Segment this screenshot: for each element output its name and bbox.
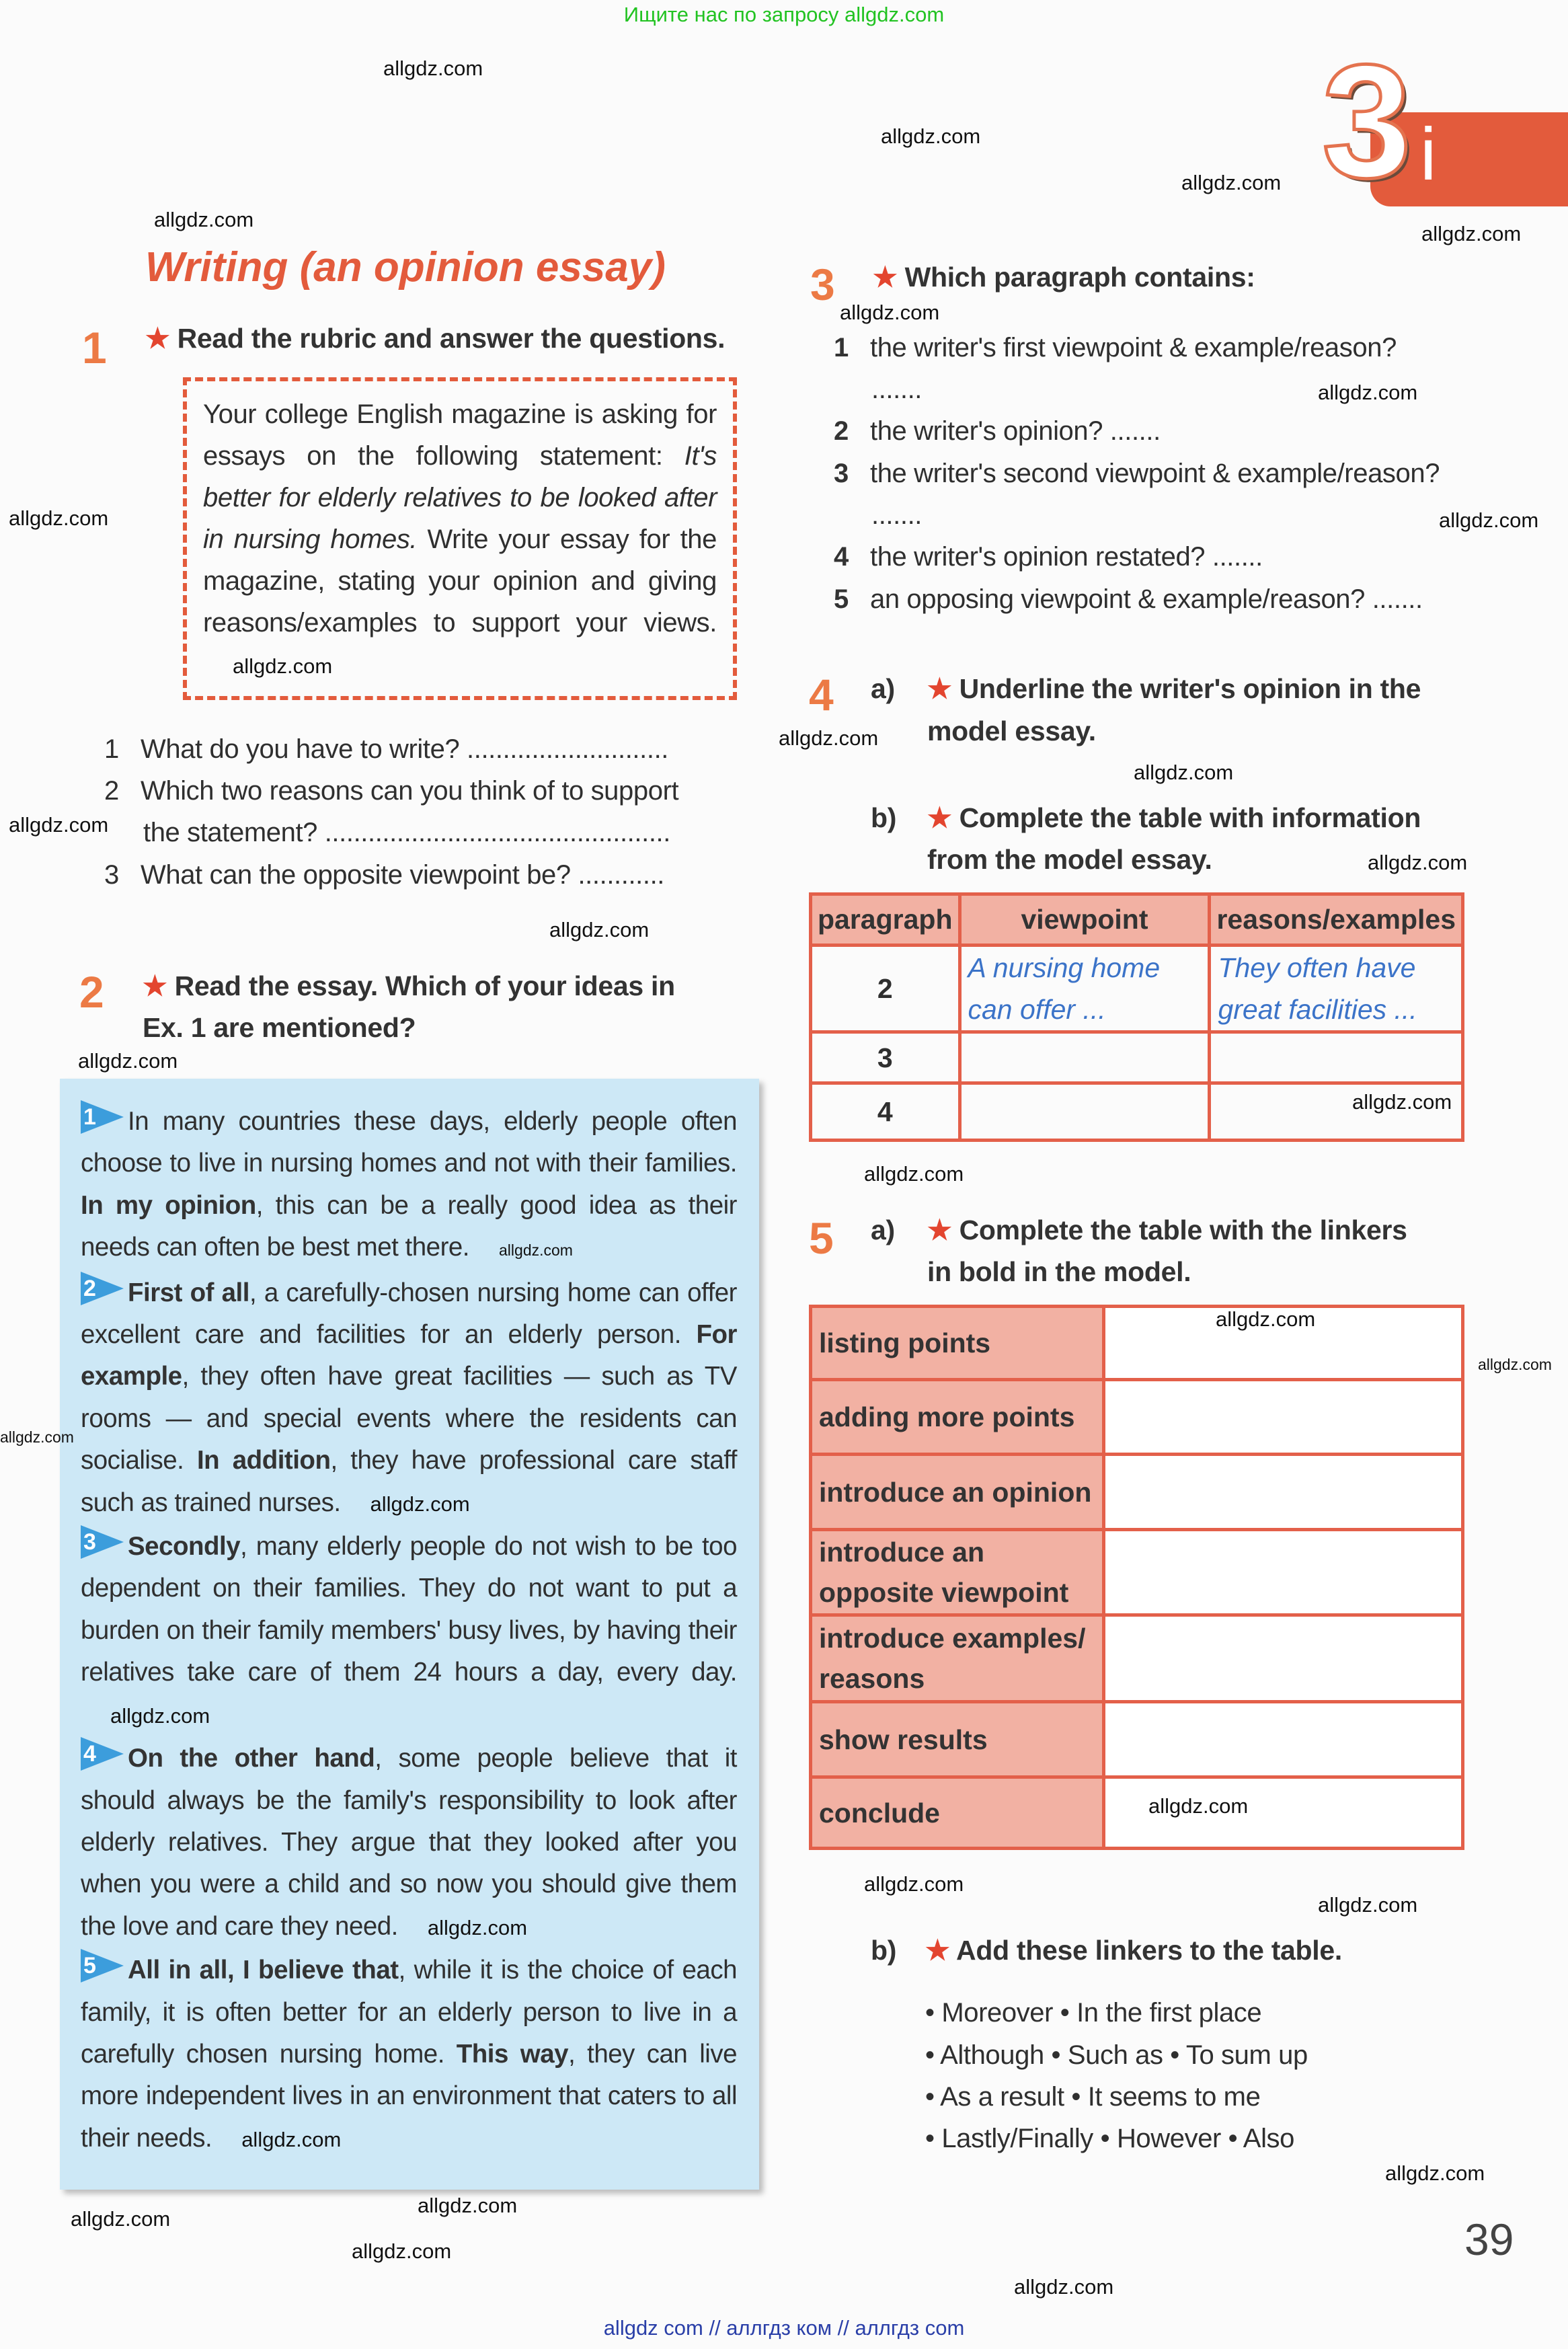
table-row: show results	[811, 1702, 1463, 1777]
essay-paragraph-2: 2 First of all, a carefully-chosen nursing home can offer excellent care and facilities for an elderly person. For example, they often have great facilities — such as TV rooms — and special events where the residents can socialise. In addition, they have professional care staff such as trained nurses. allgdz.com	[81, 1272, 737, 1525]
watermark: allgdz.com	[352, 2239, 452, 2263]
ex4a-instruction-cont: model essay.	[927, 716, 1096, 746]
star-icon: ★	[145, 323, 170, 354]
essay-paragraph-3: 3 Secondly, many elderly people do not wish to be too dependent on their families. They do not want to put a burden on their family members' busy lives, by having their relatives take care of them 24 hours a day, every day.allgdz.com	[81, 1525, 737, 1737]
paragraph-marker-icon: 4	[81, 1737, 124, 1771]
answer-cell[interactable]	[1104, 1380, 1463, 1455]
watermark: allgdz.com	[1134, 761, 1234, 784]
watermark: allgdz.com	[1421, 222, 1522, 245]
essay-paragraph-4: 4 On the other hand, some people believe that it should always be the family's responsibility to look after elderly relatives. They argue that they looked after you when you were a child and so now you should give them the love and care they need. allgdz.com	[81, 1737, 737, 1949]
answer-cell[interactable]	[1104, 1530, 1463, 1615]
table-header: reasons/examples	[1210, 894, 1463, 946]
watermark: allgdz.com	[233, 654, 333, 678]
star-icon: ★	[925, 1935, 950, 1966]
table-row: introduce examples/ reasons	[811, 1615, 1463, 1702]
exercise-5-number: 5	[809, 1213, 834, 1263]
exercise-3-number: 3	[810, 260, 835, 309]
watermark: allgdz.com	[1368, 851, 1468, 874]
watermark: allgdz.com	[383, 56, 483, 80]
rubric-text-end: Write your essay for the magazine, stating your opinion and giving reasons/examples to support your views.	[203, 525, 717, 638]
watermark: allgdz.com	[1014, 2275, 1114, 2299]
answer-cell[interactable]	[1104, 1455, 1463, 1530]
watermark: allgdz.com	[9, 813, 109, 837]
page-number: 39	[1464, 2215, 1514, 2264]
watermark: allgdz.com	[0, 1428, 74, 1446]
watermark: allgdz.com	[418, 2194, 518, 2217]
table-header: paragraph	[811, 894, 960, 946]
watermark: allgdz.com	[241, 2127, 342, 2151]
watermark: allgdz.com	[840, 301, 940, 324]
page-title: Writing (an opinion essay)	[145, 244, 666, 291]
answer-cell[interactable]	[1104, 1702, 1463, 1777]
rubric-box	[183, 377, 737, 700]
watermark: allgdz.com	[499, 1241, 573, 1260]
linkers-line: • Lastly/Finally • However • Also	[925, 2124, 1295, 2153]
table-row: introduce an opinion	[811, 1455, 1463, 1530]
paragraph-marker-icon: 5	[81, 1949, 124, 1982]
watermark: allgdz.com	[864, 1162, 964, 1186]
table-row: adding more points	[811, 1380, 1463, 1455]
watermark: allgdz.com	[71, 2207, 171, 2231]
star-icon: ★	[927, 1215, 952, 1245]
paragraph-marker-icon: 1	[81, 1100, 124, 1134]
ex5b-label: b)	[871, 1935, 897, 1966]
exercise-2-instruction: Read the essay. Which of your ideas in	[174, 970, 675, 1001]
model-essay	[60, 1079, 759, 2190]
ex3-item-3: 3 the writer's second viewpoint & example/reason?	[834, 459, 1440, 488]
unit-letter: i	[1420, 113, 1437, 196]
ex5a-instruction: Complete the table with the linkers	[959, 1215, 1407, 1245]
ex5a-instruction-cont: in bold in the model.	[927, 1256, 1191, 1287]
paragraph-marker-icon: 2	[81, 1272, 124, 1305]
watermark: allgdz.com	[1439, 508, 1539, 532]
answer-cell[interactable]	[959, 1083, 1210, 1141]
table-row: introduce an opposite viewpoint	[811, 1530, 1463, 1615]
watermark: allgdz.com	[1181, 171, 1282, 194]
ex3-item-4: 4 the writer's opinion restated? .......	[834, 542, 1263, 572]
watermark: allgdz.com	[78, 1049, 178, 1073]
ex3-item-1-blank[interactable]: .......	[871, 375, 922, 404]
watermark: allgdz.com	[154, 208, 254, 231]
ex5a-label: a)	[871, 1215, 895, 1245]
exercise-2-instruction-cont: Ex. 1 are mentioned?	[143, 1012, 416, 1043]
ex4a-label: a)	[871, 673, 895, 704]
watermark: allgdz.com	[427, 1915, 528, 1939]
top-banner[interactable]: Ищите нас по запросу allgdz.com	[623, 3, 945, 26]
star-icon: ★	[927, 673, 952, 704]
answer-cell[interactable]	[959, 1032, 1210, 1083]
essay-paragraph-1: 1 In many countries these days, elderly people often choose to live in nursing homes and not with their families. In my opinion, this can be a really good idea as their needs can often be best met there. allgdz.com	[81, 1100, 737, 1272]
ex5b-instruction: Add these linkers to the table.	[956, 1935, 1342, 1966]
answer-cell[interactable]: They often have great facilities ...	[1210, 946, 1463, 1032]
question-2-cont: the statement? ................................................	[143, 818, 670, 847]
watermark: allgdz.com	[864, 1872, 964, 1896]
ex3-item-1: 1 the writer's first viewpoint & example/reason?	[834, 333, 1397, 362]
table-row: 4	[811, 1083, 1463, 1141]
watermark: allgdz.com	[110, 1703, 210, 1728]
exercise-3-instruction: Which paragraph contains:	[904, 262, 1255, 293]
watermark: allgdz.com	[1148, 1794, 1249, 1818]
watermark: allgdz.com	[1352, 1090, 1452, 1114]
exercise-4-number: 4	[809, 670, 834, 720]
ex4a-instruction: Underline the writer's opinion in the	[959, 673, 1421, 704]
watermark: allgdz.com	[549, 918, 650, 941]
star-icon: ★	[143, 970, 167, 1001]
table-row: conclude	[811, 1777, 1463, 1849]
essay-paragraph-5: 5 All in all, I believe that, while it is the choice of each family, it is often better for an elderly person to live in a carefully chosen nursing home. This way, they can live more independent lives in an environment that caters to all their needs. allgdz.com	[81, 1949, 737, 2161]
table-row: 2 A nursing home can offer ... They often have great facilities ...	[811, 946, 1463, 1032]
ex4b-label: b)	[871, 802, 897, 833]
watermark: allgdz.com	[1216, 1307, 1316, 1331]
linkers-line: • Although • Such as • To sum up	[925, 2040, 1308, 2070]
star-icon: ★	[873, 262, 898, 293]
watermark: allgdz.com	[9, 506, 109, 530]
rubric-text: Your college English magazine is asking for essays on the following statement:	[203, 399, 717, 471]
unit-number: 3	[1322, 31, 1412, 211]
watermark: allgdz.com	[1478, 1356, 1552, 1373]
question-3: 3 What can the opposite viewpoint be? ............	[104, 860, 665, 890]
star-icon: ★	[927, 802, 952, 833]
answer-cell[interactable]	[1210, 1032, 1463, 1083]
watermark: allgdz.com	[779, 726, 879, 750]
linkers-line: • As a result • It seems to me	[925, 2082, 1261, 2112]
exercise-2-number: 2	[79, 967, 104, 1017]
table-header: viewpoint	[959, 894, 1210, 946]
question-2: 2 Which two reasons can you think of to support	[104, 776, 679, 806]
watermark: allgdz.com	[881, 124, 981, 148]
paragraph-marker-icon: 3	[81, 1525, 124, 1559]
exercise-1-number: 1	[82, 323, 107, 373]
ex4b-instruction-cont: from the model essay.	[927, 844, 1212, 875]
table-row: listing points	[811, 1307, 1463, 1380]
ex3-item-3-blank[interactable]: .......	[871, 500, 922, 530]
footer-links[interactable]: allgdz com // аллгдз ком // аллгдз com	[603, 2316, 965, 2340]
answer-cell[interactable]: A nursing home can offer ...	[959, 946, 1210, 1032]
ex3-item-5: 5 an opposing viewpoint & example/reason? .......	[834, 584, 1423, 614]
linkers-line: • Moreover • In the first place	[925, 1998, 1262, 2028]
ex4b-instruction: Complete the table with information	[959, 802, 1421, 833]
question-1: 1 What do you have to write? ............................	[104, 734, 668, 764]
watermark: allgdz.com	[1318, 381, 1418, 404]
answer-cell[interactable]	[1104, 1615, 1463, 1702]
exercise-1-instruction: Read the rubric and answer the questions.	[177, 323, 726, 354]
watermark: allgdz.com	[1318, 1893, 1418, 1917]
rubric-statement: It's better for elderly relatives to be looked after in nursing homes.	[203, 441, 717, 554]
table-row: 3	[811, 1032, 1463, 1083]
linkers-table	[809, 1305, 1464, 1850]
watermark: allgdz.com	[370, 1492, 470, 1516]
watermark: allgdz.com	[1385, 2161, 1485, 2185]
ex3-item-2: 2 the writer's opinion? .......	[834, 416, 1161, 446]
